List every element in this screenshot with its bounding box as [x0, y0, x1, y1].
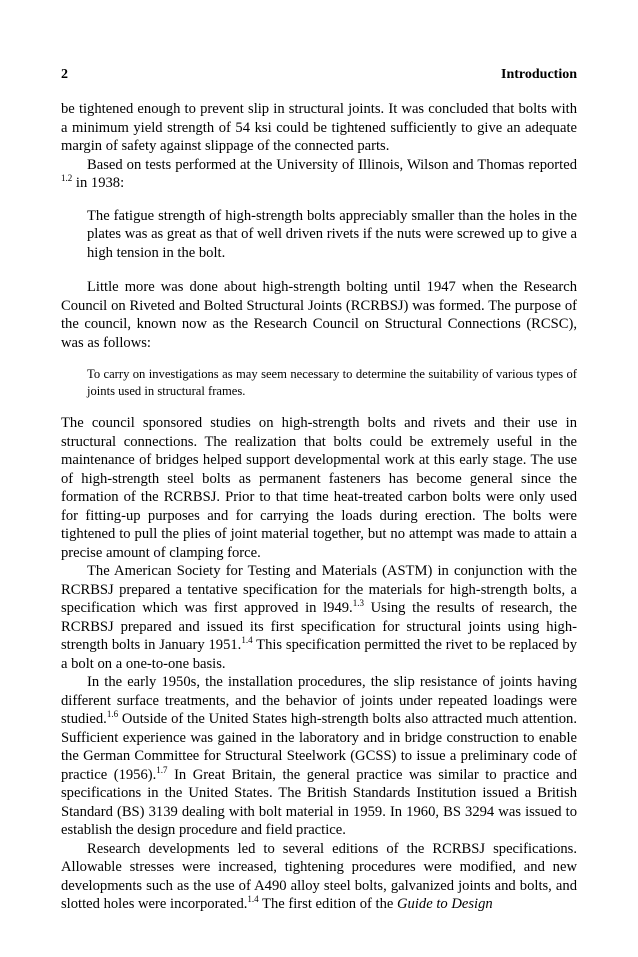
reference-superscript: 1.7 — [156, 764, 168, 775]
text-run: Outside of the United States high-strength bolts also attracted much attention. Sufficient experience was gained in the laboratory and in bridge construction to enable the German Committee for Structural Steelwork (GCSS) to issue a preliminary code of practice (1956). — [61, 711, 577, 783]
paragraph — [61, 562, 577, 673]
text-run: The American Society for Testing and Materials (ASTM) in conjunction with the RCRBSJ prepared a tentative specification for the materials for high-strength bolts, a specification which was first approved in l949. — [61, 563, 577, 616]
text-run: In the early 1950s, the installation procedures, the slip resistance of joints having different surface treatments, and the behavior of joints under repeated loadings were studied. — [61, 674, 577, 727]
text-run: The fatigue strength of high-strength bolts appreciably smaller than the holes in the plates was as great as that of well driven rivets if the nuts were screwed up to give a high tension in the bolt. — [87, 207, 577, 261]
reference-superscript: 1.2 — [61, 173, 73, 183]
page-number: 2 — [61, 67, 68, 82]
reference-superscript: 1.4 — [241, 635, 253, 645]
text-run: To carry on investigations as may seem necessary to determine the suitability of various types of joints used in structural frames. — [87, 367, 577, 398]
reference-superscript: 1.3 — [352, 598, 364, 608]
text-run: be tightened enough to prevent slip in structural joints. It was concluded that bolts with a minimum yield strength of 54 ksi could be tightened sufficiently to give an adequate margin of safety against slippage of the connected parts. — [61, 101, 577, 154]
text-run: The first edition of the — [258, 896, 398, 912]
text-run: Little more was done about high-strength bolting until 1947 when the Research Council on Riveted and Bolted Structural Joints (RCRBSJ) was formed. The purpose of the council, known now as the Research Council on Structural Connections (RCSC), was as follows: — [61, 279, 577, 351]
text-run: The council sponsored studies on high-strength bolts and rivets and their use in structural connections. The realization that bolts could be extremely useful in the maintenance of bridges helped support developmental work at this early stage. The use of high-strength steel bolts as permanent fasteners has become general since the formation of the RCRBSJ. Prior to that time heat-treated carbon bolts were only used for fitting-up purposes and for carrying the loads during erection. The bolts were tightened to pull the plies of joint material together, but no attempt was made to attain a precise amount of clamping force. — [61, 415, 577, 561]
paragraph — [61, 840, 577, 914]
block-quote — [87, 366, 577, 400]
reference-superscript: 1.4 — [247, 894, 259, 904]
text-run: Using the results of research, the RCRBSJ prepared and issued its first specification for structural joints using high-strength bolts in January 1951. — [61, 600, 577, 653]
text-run: in 1938: — [72, 175, 125, 191]
reference-superscript: 1.6 — [106, 709, 119, 719]
paragraph — [61, 156, 577, 193]
paragraph — [61, 278, 577, 352]
italic-title: Guide to Design — [397, 896, 493, 912]
text-run: Research developments led to several editions of the RCRBSJ specifications. Allowable stresses were increased, tightening procedures were modified, and new developments such as the use of A490 alloy steel bolts, galvanized joints and bolts, and slotted holes were incorporated. — [61, 840, 577, 912]
paragraph — [61, 414, 577, 562]
text-run: This specification permitted the rivet to be replaced by a bolt on a one-to-one basis. — [61, 637, 577, 672]
text-run: In Great Britain, the general practice was similar to practice and specifications in the United States. The British Standards Institution issued a British Standard (BS) 3139 dealing with bolt material in 1959. In 1960, BS 3294 was issued to establish the design procedure and field practice. — [61, 766, 577, 838]
body-text — [61, 100, 577, 914]
paragraph — [61, 100, 577, 156]
chapter-title: Introduction — [501, 67, 577, 82]
paragraph — [61, 673, 577, 840]
text-run: Based on tests performed at the University of Illinois, Wilson and Thomas reported — [87, 156, 577, 173]
block-quote — [87, 207, 577, 263]
